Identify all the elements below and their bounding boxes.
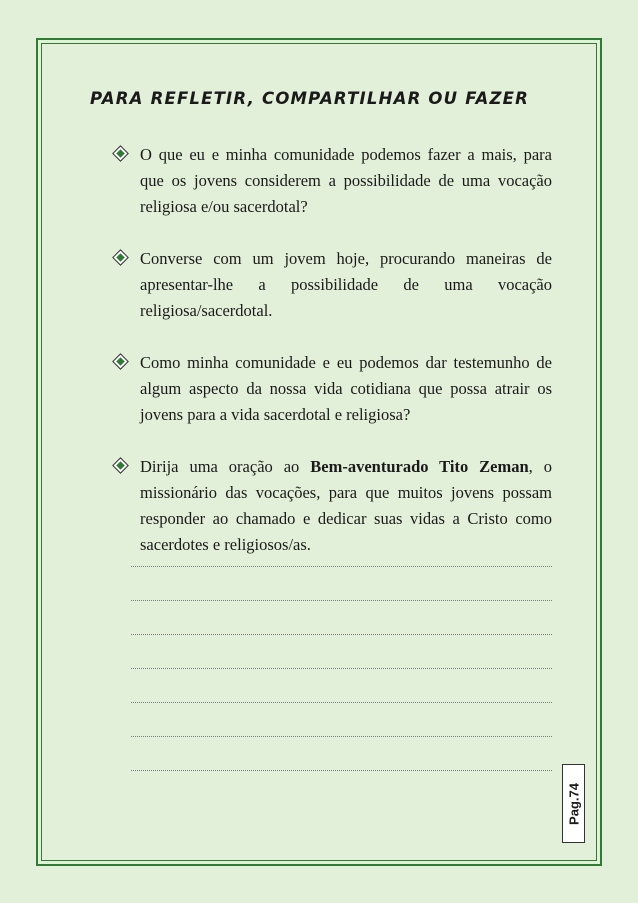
prayer-text-end: , o missionário das vocações, para que muitos jovens possam responder ao chamado e dedicar suas vidas a Cristo como sacerdotes e religiosos/as. — [140, 457, 553, 554]
list-item — [112, 246, 552, 324]
diamond-bullet-icon — [112, 249, 129, 266]
answer-line — [131, 600, 552, 601]
page-number-box — [562, 764, 585, 843]
page-number: Pag.74 — [566, 782, 581, 825]
answer-line — [131, 702, 552, 703]
diamond-bullet-icon — [112, 145, 129, 162]
answer-line — [131, 736, 552, 737]
diamond-bullet-icon — [112, 457, 129, 474]
list-item-text — [140, 454, 552, 558]
list-item-text: Converse com um jovem hoje, procurando maneiras de apresentar-lhe a possibilidade de uma vocação religiosa/sacerdotal. — [140, 249, 552, 320]
answer-line — [131, 634, 552, 635]
answer-line — [131, 566, 552, 567]
answer-line — [131, 770, 552, 771]
list-item — [112, 142, 552, 220]
answer-line — [131, 668, 552, 669]
reflection-list — [112, 142, 552, 584]
list-item-text: Como minha comunidade e eu podemos dar testemunho de algum aspecto da nossa vida cotidiana que possa atrair os jovens para a vida sacerdotal e religiosa? — [140, 353, 552, 424]
list-item — [112, 350, 552, 428]
blessed-name: Bem-aventurado Tito Zeman — [310, 457, 529, 476]
list-item — [112, 454, 552, 558]
diamond-bullet-icon — [112, 353, 129, 370]
prayer-text-start: Dirija uma oração ao — [140, 457, 311, 476]
list-item-text: O que eu e minha comunidade podemos fazer a mais, para que os jovens considerem a possibilidade de uma vocação religiosa e/ou sacerdotal? — [140, 145, 552, 216]
answer-lines — [131, 566, 552, 804]
page-title: PARA REFLETIR, COMPARTILHAR OU FAZER — [90, 89, 530, 108]
